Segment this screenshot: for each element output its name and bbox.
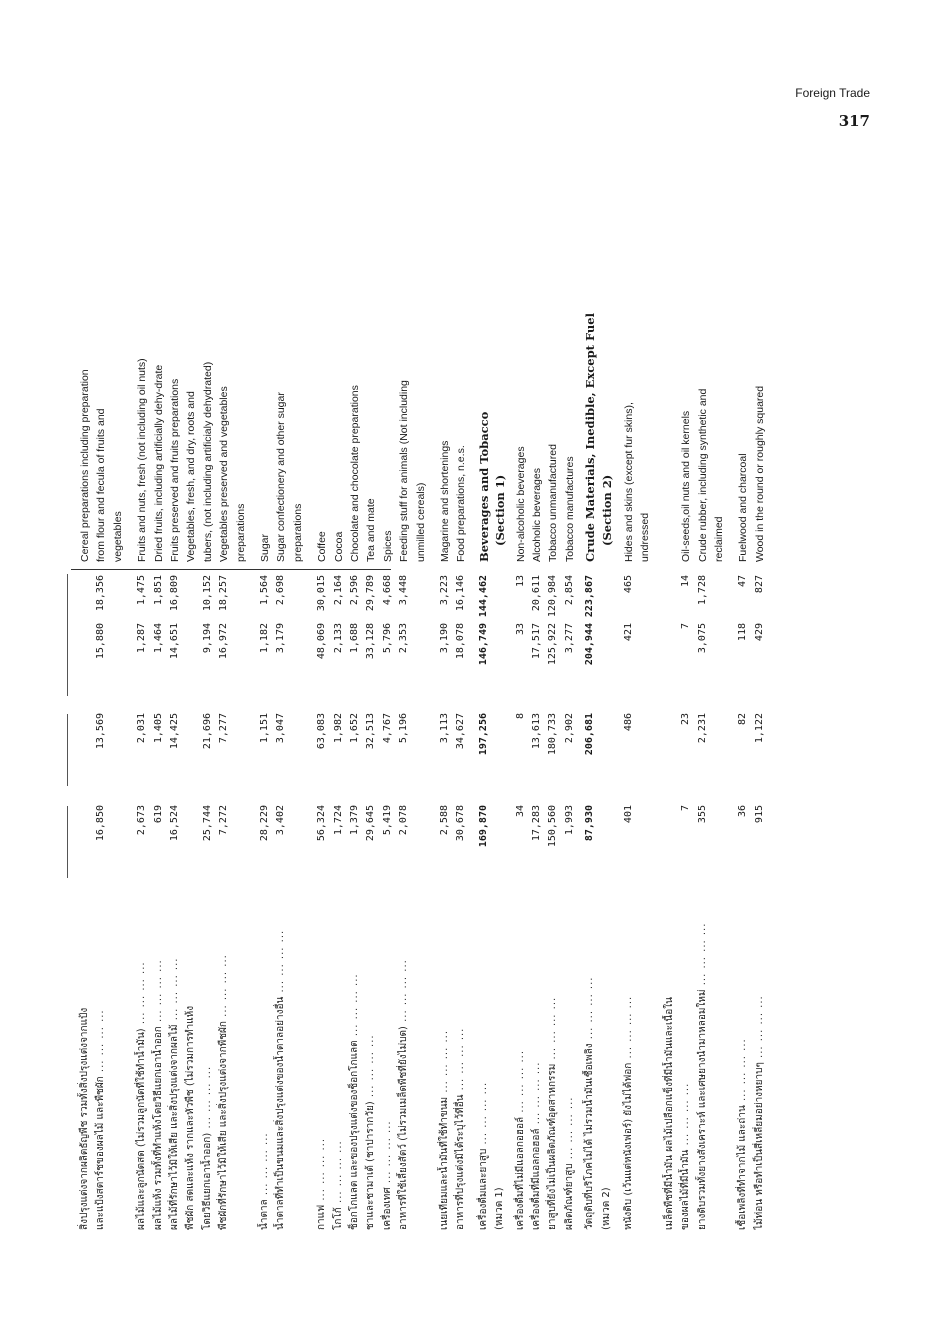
value-c3: 9,194: [201, 623, 213, 654]
value-c3: 204,944: [584, 623, 596, 666]
value-c2: 1,652: [349, 713, 360, 744]
thai-label: ผลิตภัณฑ์ยาสูบ ... .: [562, 900, 578, 1230]
value-c2: 13,569: [95, 713, 107, 750]
value-c4: 16,146: [455, 575, 467, 612]
english-label: Fruits and nuts, fresh (not including oil nuts): [136, 358, 149, 562]
value-c2: 23: [680, 713, 692, 726]
value-c3: 3,190: [439, 623, 450, 654]
value-c4: 47: [737, 575, 749, 588]
english-label: Fruits preserved and fruits preparations: [169, 378, 181, 562]
value-c3: 17,517: [531, 623, 542, 660]
table-row: [257, 150, 273, 1230]
value-c4: 18,257: [218, 575, 230, 612]
table-row: [529, 150, 545, 1230]
table-row: [396, 150, 412, 1230]
value-c4: 2,698: [275, 575, 287, 606]
thai-label: เครื่องเทศ ... .: [380, 900, 396, 1230]
table-row: [695, 150, 711, 1230]
value-c4: 30,015: [316, 575, 328, 612]
english-label: (Section 2): [599, 474, 614, 546]
value-c4: 20,611: [531, 575, 542, 612]
thai-label: อาหารที่ใช้เลี้ยงสัตว์ (ไม่รวมเมล็ดพืชที่ยังไม่บด) ... .: [396, 900, 412, 1230]
value-c1: 915: [753, 805, 765, 824]
value-c2: 3,047: [275, 713, 287, 744]
value-c1: 7: [680, 805, 692, 812]
table-row: [437, 150, 453, 1230]
value-c1: 1,379: [349, 805, 360, 836]
value-c4: 144,462: [477, 575, 489, 618]
value-c3: 14,651: [169, 623, 180, 660]
value-c4: 1,851: [152, 575, 164, 606]
thai-label: เชื้อเพลิงที่ทำจากไม้ และถ่าน ... .: [735, 900, 751, 1230]
english-label: Crude Materials, Inedible, Except Fuel: [583, 313, 598, 562]
value-c3: 33: [514, 623, 526, 636]
english-label: Coffee: [316, 531, 329, 562]
value-c3: 2,353: [398, 623, 410, 654]
value-c4: 18,356: [95, 575, 107, 612]
table-row: [453, 150, 469, 1230]
table-row: [545, 150, 561, 1230]
value-c1: 2,588: [439, 805, 450, 836]
value-c4: 10,152: [201, 575, 213, 612]
value-c4: 1,728: [696, 575, 708, 606]
value-c4: 29,789: [365, 575, 377, 612]
table-row: [290, 150, 306, 1230]
thai-label: (หมวด 1): [494, 1187, 506, 1230]
value-c2: 7,277: [218, 713, 230, 744]
value-c1: 29,645: [365, 805, 377, 842]
value-c3: 1,688: [349, 623, 360, 654]
english-label: Crude rubber, including synthetic and: [696, 388, 709, 562]
value-c2: 34,627: [455, 713, 467, 750]
thai-label: น้ำตาลที่ทำเป็นขนมและสิ่งปรุงแต่งของน้ำตาลอย่างอื่น ... .: [273, 900, 289, 1230]
value-c4: 465: [623, 575, 634, 594]
value-c1: 36: [737, 805, 749, 818]
english-label: unmilled cereals): [414, 482, 427, 562]
english-label: Cocoa: [332, 531, 345, 562]
english-label: Oil-seeds,oil nuts and oil kernels: [680, 410, 693, 562]
value-c2: 63,083: [316, 713, 328, 750]
value-c2: 1,122: [753, 713, 765, 744]
thai-label: น้ำตาล ... .: [257, 900, 273, 1230]
value-c2: 2,902: [563, 713, 575, 744]
value-c1: 3,402: [275, 805, 287, 836]
table-row: [200, 150, 216, 1230]
english-label: Spices: [381, 530, 394, 562]
english-label: Wood in the round or roughly squared: [753, 385, 766, 562]
thai-label: พืชผัก สดและแห้ง รากและหัวพืช (ไม่รวมการทำแห้ง: [185, 1005, 197, 1230]
value-c3: 118: [737, 623, 749, 642]
english-label: preparations: [234, 503, 247, 562]
value-c2: 21,696: [201, 713, 213, 750]
thai-label: วัตถุดิบที่บริโภคไม่ได้ ไม่รวมน้ำมันเชื้อเพลิง ... .: [582, 900, 598, 1230]
table-row: [582, 150, 598, 1230]
value-c2: 32,513: [365, 713, 377, 750]
value-c1: 7,272: [218, 805, 230, 836]
thai-label: ยางดิบรวมทั้งยางสังเคราะห์ และเศษยางนำมาหลอมใหม่ ... .: [695, 900, 711, 1230]
table-row: [314, 150, 330, 1230]
english-label: Tea and mate: [365, 498, 378, 562]
thai-label: ไม้ท่อน หรือทำเป็นสี่เหลี่ยมอย่างหยาบๆ ... .: [752, 900, 768, 1230]
value-c1: 401: [623, 805, 634, 824]
value-c4: 4,668: [381, 575, 393, 606]
english-label: from flour and fecula of fruits and: [95, 408, 108, 562]
running-title: Foreign Trade: [795, 86, 870, 100]
value-c1: 1,993: [563, 805, 575, 836]
thai-label: หนังดิบ (เว้นแต่หนังเฟอร์) ยังไม่ได้ฟอก ... .: [621, 900, 637, 1230]
table-row: [347, 150, 363, 1230]
value-c2: 2,231: [696, 713, 708, 744]
value-c3: 146,749: [477, 623, 489, 666]
value-c2: 206,681: [584, 713, 596, 756]
table-row: [711, 150, 727, 1230]
value-c3: 1,182: [259, 623, 270, 654]
english-label: undressed: [639, 512, 652, 562]
thai-label: เครื่องดื่มที่มีแอลกอฮอล์ ... .: [529, 900, 545, 1230]
value-c4: 14: [680, 575, 692, 588]
value-c1: 169,870: [477, 805, 489, 848]
table-row: [167, 150, 183, 1230]
value-c3: 1,464: [152, 623, 164, 654]
value-c2: 14,425: [169, 713, 180, 750]
thai-label: พืชผักที่รักษาไว้มิให้เสีย และสิ่งปรุงแต่งจากพืชผัก ... .: [216, 900, 232, 1230]
value-c1: 34: [514, 805, 526, 818]
english-label: preparations: [291, 503, 304, 562]
english-label: Tobacco unmanufactured: [547, 444, 560, 562]
english-label: tubers, (not including artificialy dehydrated): [201, 361, 214, 562]
value-c2: 1,151: [259, 713, 270, 744]
value-c1: 87,930: [584, 805, 596, 842]
value-c2: 486: [623, 713, 634, 732]
table-row: [233, 150, 249, 1230]
table-row: [599, 150, 615, 1230]
table-row: [735, 150, 751, 1230]
page-header: [795, 86, 870, 130]
value-c2: 13,613: [531, 713, 542, 750]
page-number: 317: [838, 112, 870, 130]
value-c3: 429: [753, 623, 765, 642]
english-label: Sugar confectionery and other sugar: [275, 392, 288, 562]
english-label: Sugar: [259, 533, 271, 562]
thai-label: ชาและชามาเต้ (ชาปารากวัย) ... .: [363, 900, 379, 1230]
english-label: Beverages and Tobacco: [476, 411, 491, 562]
table-row: [380, 150, 396, 1230]
english-label: Food preparations, n.e.s.: [455, 445, 468, 562]
value-c1: 17,283: [531, 805, 542, 842]
english-label: Non-alcoholic beverages: [514, 446, 527, 562]
value-c3: 1,287: [136, 623, 148, 654]
english-label: Cereal preparations including preparation: [79, 369, 91, 562]
thai-label: โดยวิธีแยกเอาน้ำออก) ... .: [200, 900, 216, 1230]
table-row: [752, 150, 768, 1230]
value-c3: 2,133: [332, 623, 344, 654]
english-label: Magarine and shortenings: [439, 440, 451, 562]
value-c2: 8: [514, 713, 526, 720]
thai-label: เครื่องดื่มที่ไม่มีแอลกอฮอล์ ... .: [513, 900, 529, 1230]
table-row: [151, 150, 167, 1230]
value-c3: 3,075: [696, 623, 708, 654]
table-row: [77, 150, 93, 1230]
value-c3: 3,179: [275, 623, 287, 654]
thai-label: โกโก้ ... .: [331, 900, 347, 1230]
value-c2: 82: [737, 713, 749, 726]
value-c4: 3,223: [439, 575, 450, 606]
rotated-table: [67, 150, 867, 1230]
english-label: Hides and skins (except fur skins),: [623, 402, 635, 562]
value-c1: 150,560: [547, 805, 559, 848]
value-c1: 5,419: [381, 805, 393, 836]
thai-label: ช็อกโกแลต และของปรุงแต่งของช็อกโกแลต ... .: [347, 900, 363, 1230]
table-row: [662, 150, 678, 1230]
english-label: Chocolate and chocolate preparations: [349, 385, 361, 562]
value-c1: 25,744: [201, 805, 213, 842]
value-c2: 1,982: [332, 713, 344, 744]
value-c3: 16,972: [218, 623, 230, 660]
table-row: [363, 150, 379, 1230]
thai-label: เมล็ดพืชที่มีน้ำมัน ผลไม้เปลือกแข็งที่มีน้ำมันและเนื้อใน: [663, 997, 675, 1230]
english-label: vegetables: [111, 511, 124, 562]
english-label: (Section 1): [493, 474, 508, 546]
value-c4: 2,596: [349, 575, 360, 606]
english-label: Fuelwood and charcoal: [737, 453, 750, 562]
thai-label: สิ่งปรุงแต่งจากผลิตธัญพืช รวมทั้งสิ่งปรุงแต่งจากแป้ง: [79, 1007, 90, 1230]
value-c1: 2,673: [136, 805, 148, 836]
table-row: [134, 150, 150, 1230]
value-c2: 4,767: [381, 713, 393, 744]
value-c4: 2,164: [332, 575, 344, 606]
thai-label: ผลไม้ที่รักษาไว้มิให้เสีย และสิ่งปรุงแต่งจากผลไม้ ... .: [167, 900, 183, 1230]
value-c3: 3,277: [563, 623, 575, 654]
value-c2: 2,031: [136, 713, 148, 744]
value-c4: 223,867: [584, 575, 596, 618]
value-c2: 5,196: [398, 713, 410, 744]
value-c4: 3,448: [398, 575, 410, 606]
english-label: Vegetables, fresh, and dry, roots and: [185, 391, 198, 562]
value-c4: 2,854: [563, 575, 575, 606]
value-c3: 421: [623, 623, 634, 642]
value-c4: 1,475: [136, 575, 148, 606]
table-row: [637, 150, 653, 1230]
value-c4: 120,984: [547, 575, 559, 618]
thai-label: เนยเทียมและน้ำมันที่ใช้ทำขนม ... .: [437, 900, 453, 1230]
english-label: Alcoholic beverages: [531, 468, 543, 562]
english-label: Dried fruits, including artificially dehy-drate: [152, 364, 165, 562]
english-label: reclaimed: [713, 516, 725, 562]
value-c1: 16,850: [95, 805, 107, 842]
value-c1: 355: [696, 805, 708, 824]
value-c2: 1,405: [152, 713, 164, 744]
english-label: Vegetables preserved and vegetables: [218, 386, 231, 562]
value-c4: 827: [753, 575, 765, 594]
thai-label: ผลไม้และลูกนัตสด (ไม่รวมลูกนัตที่ใช้ทำน้ำมัน) ... .: [134, 900, 150, 1230]
value-c1: 1,724: [332, 805, 344, 836]
value-c3: 125,922: [547, 623, 559, 666]
table-row: [678, 150, 694, 1230]
value-c4: 16,809: [169, 575, 180, 612]
table-row: [413, 150, 429, 1230]
table-row: [331, 150, 347, 1230]
thai-label: เครื่องดื่มและยาสูบ ... .: [476, 900, 492, 1230]
table-row: [513, 150, 529, 1230]
value-c1: 56,324: [316, 805, 328, 842]
thai-label: ของผลไม้ที่มีน้ำมัน ... .: [678, 900, 694, 1230]
value-c1: 28,229: [259, 805, 270, 842]
value-c4: 1,564: [259, 575, 270, 606]
value-c4: 13: [514, 575, 526, 588]
english-label: Feeding stuff for animals (Not including: [398, 380, 411, 562]
table-row: [273, 150, 289, 1230]
value-c1: 16,524: [169, 805, 180, 842]
value-c3: 18,078: [455, 623, 467, 660]
english-label: Tobacco manufactures: [563, 456, 576, 562]
thai-label: (หมวด 2): [600, 1187, 612, 1230]
thai-label: กาแฟ ... .: [314, 900, 330, 1230]
table-row: [562, 150, 578, 1230]
value-c3: 15,880: [95, 623, 107, 660]
value-c1: 2,078: [398, 805, 410, 836]
table-row: [110, 150, 126, 1230]
table-row: [476, 150, 492, 1230]
table-row: [216, 150, 232, 1230]
thai-label: ผลไม้แห้ง รวมทั้งที่ทำแห้งโดยวิธีแยกเอาน้ำออก ... .: [151, 900, 167, 1230]
table-row: [183, 150, 199, 1230]
value-c1: 619: [152, 805, 164, 824]
table-row: [93, 150, 109, 1230]
thai-label: อาหารที่ปรุงแต่งมิได้ระบุไว้ที่อื่น ... .: [453, 900, 469, 1230]
table-row: [492, 150, 508, 1230]
table-row: [621, 150, 637, 1230]
value-c2: 180,733: [547, 713, 559, 756]
value-c3: 48,069: [316, 623, 328, 660]
thai-label: และแป้งสตาร์ชของผลไม้ และพืชผัก ... .: [93, 900, 109, 1230]
value-c3: 7: [680, 623, 692, 630]
value-c3: 5,796: [381, 623, 393, 654]
value-c2: 197,256: [477, 713, 489, 756]
value-c3: 33,128: [365, 623, 377, 660]
thai-label: ยาสูบที่ยังไม่เป็นผลิตภัณฑ์อุตสาหกรรม ... .: [545, 900, 561, 1230]
value-c2: 3,113: [439, 713, 450, 744]
value-c1: 30,678: [455, 805, 467, 842]
